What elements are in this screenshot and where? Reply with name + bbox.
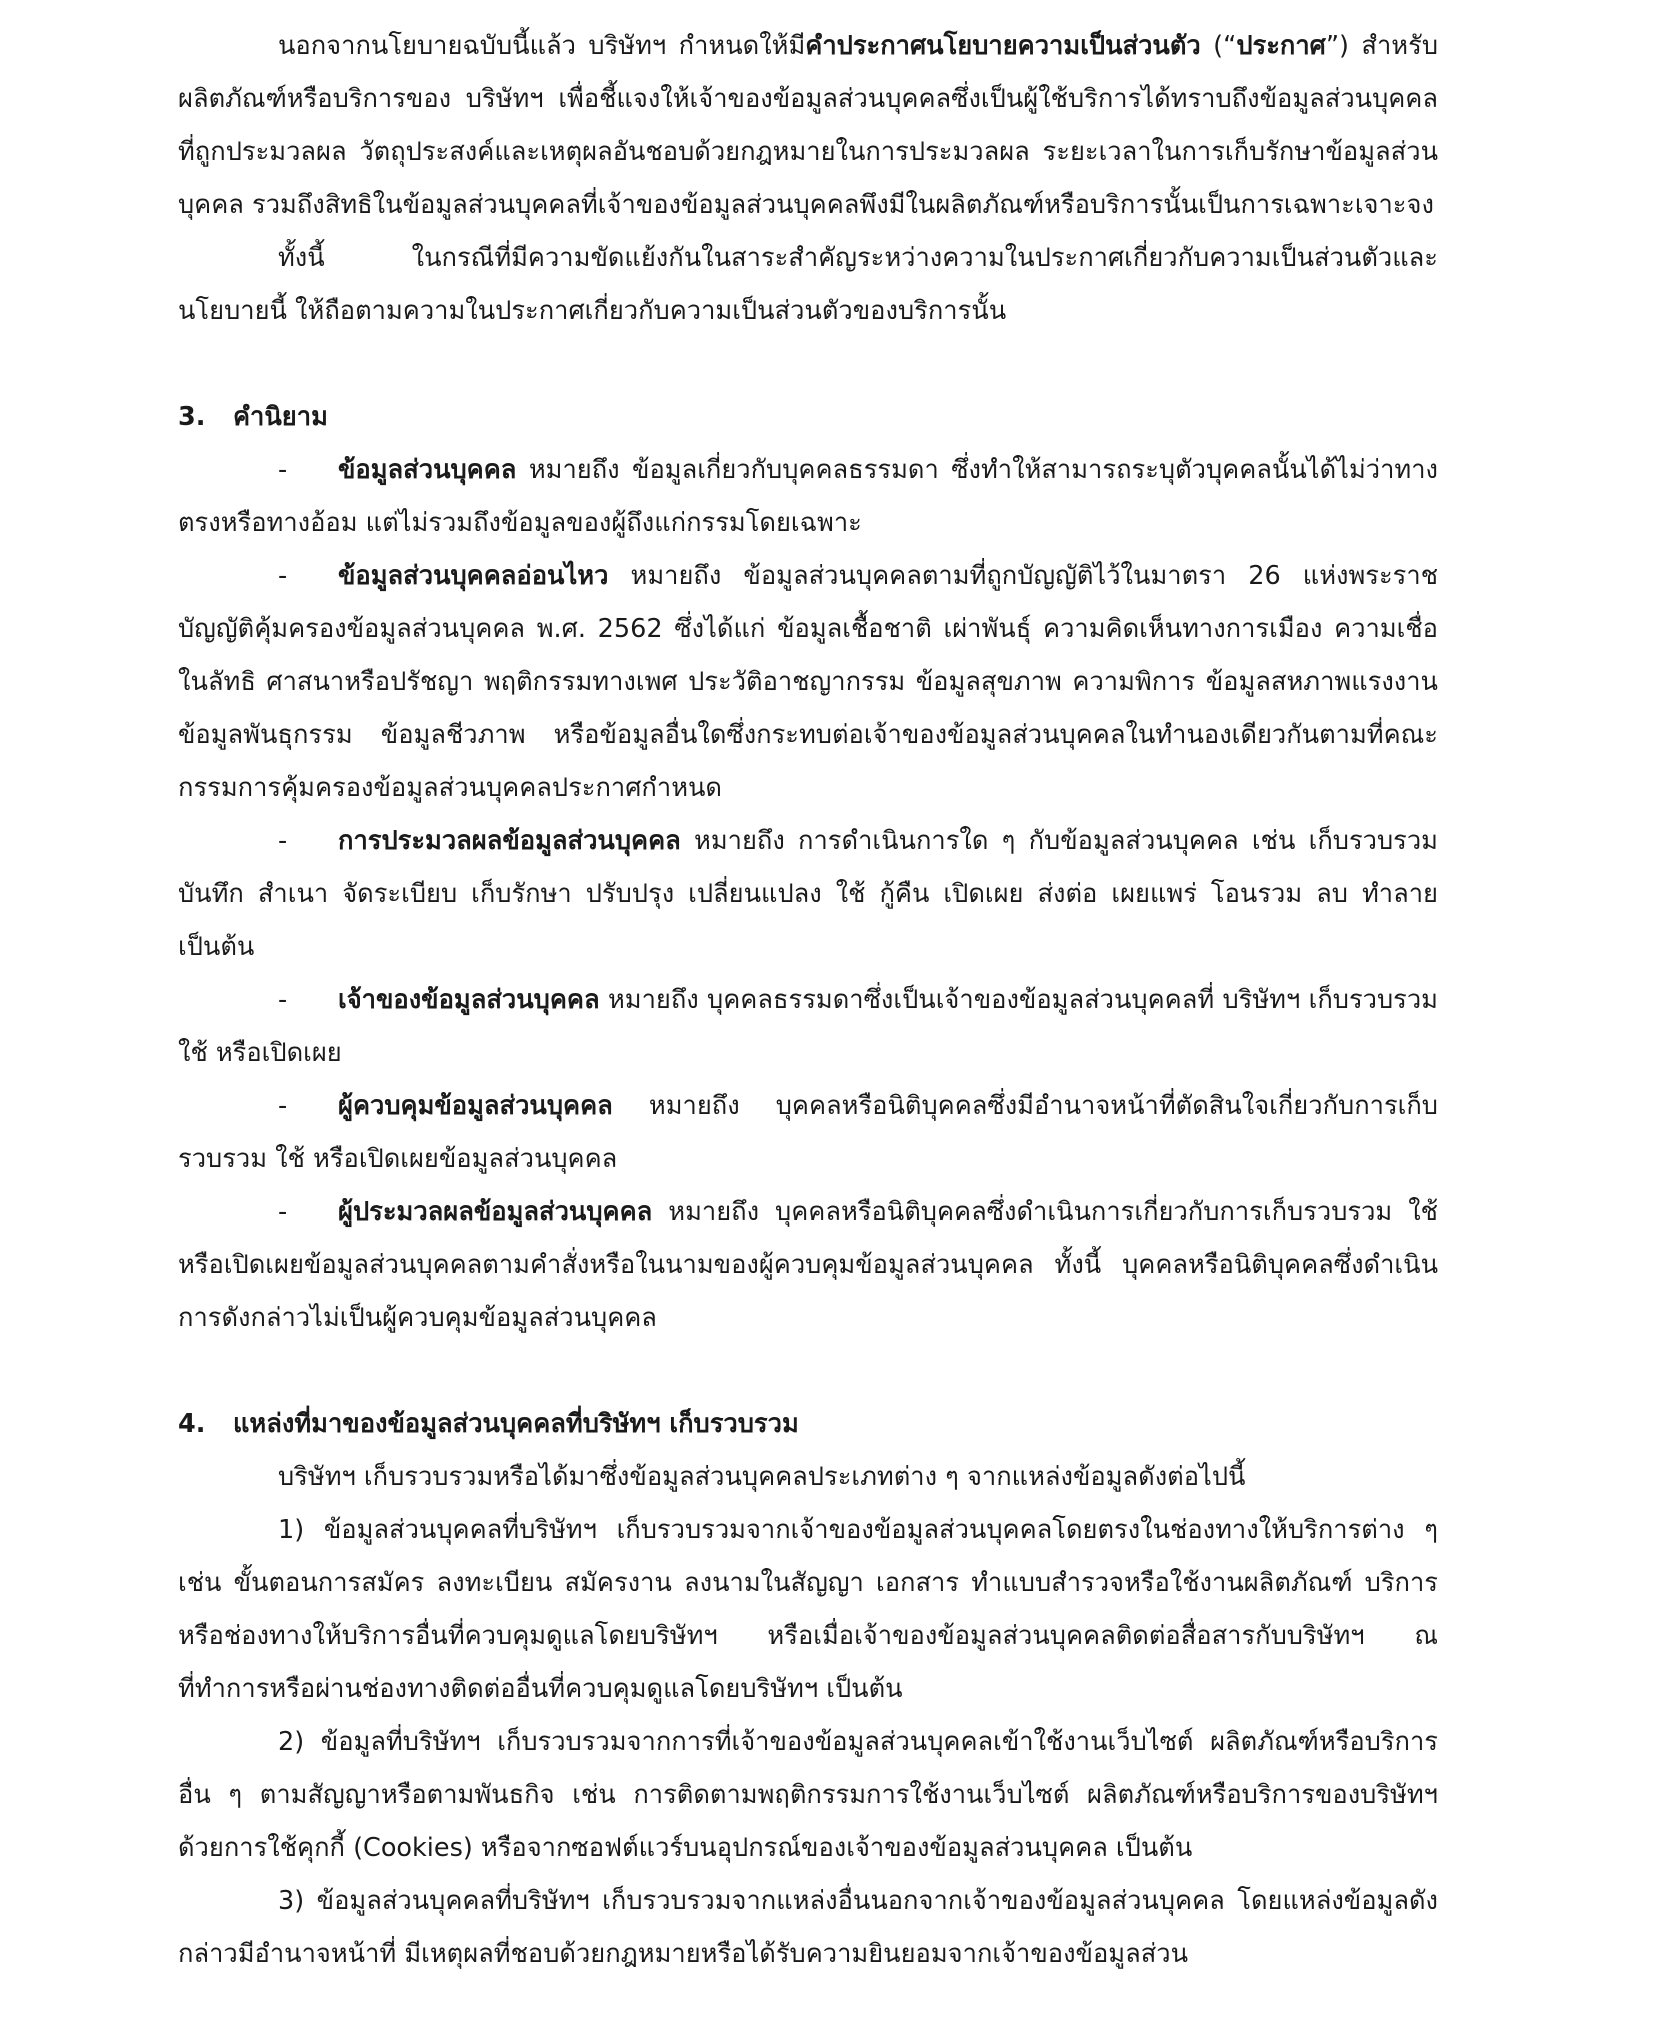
definition-term: เจ้าของข้อมูลส่วนบุคคล (338, 985, 600, 1015)
source-item: 2) ข้อมูลที่บริษัทฯ เก็บรวบรวมจากการที่เจ้าของข้อมูลส่วนบุคคลเข้าใช้งานเว็บไซต์ ผลิตภัณฑ์หรือบริการอื่น ๆ ตามสัญญาหรือตามพันธกิจ เช่น การติดตามพฤติกรรมการใช้งานเว็บไซต์ ผลิตภัณฑ์หรือบริการของบริษัทฯ ด้วยการใช้คุกกี้ (Cookies) หรือจากซอฟต์แวร์บนอุปกรณ์ของเจ้าของข้อมูลส่วนบุคคล เป็นต้น (178, 1727, 1438, 1863)
document-page (178, 20, 1438, 1981)
definition-text: หมายถึง ข้อมูลส่วนบุคคลตามที่ถูกบัญญัติไว้ในมาตรา 26 แห่งพระราชบัญญัติคุ้มครองข้อมูลส่วนบุคคล พ.ศ. 2562 ซึ่งได้แก่ ข้อมูลเชื้อชาติ เผ่าพันธุ์ ความคิดเห็นทางการเมือง ความเชื่อในลัทธิ ศาสนาหรือปรัชญา พฤติกรรมทางเพศ ประวัติอาชญากรรม ข้อมูลสุขภาพ ความพิการ ข้อมูลสหภาพแรงงาน ข้อมูลพันธุกรรม ข้อมูลชีวภาพ หรือข้อมูลอื่นใดซึ่งกระทบต่อเจ้าของข้อมูลส่วนบุคคลในทำนองเดียวกันตามที่คณะกรรมการคุ้มครองข้อมูลส่วนบุคคลประกาศกำหนด (178, 561, 1438, 803)
definition-term: ผู้ควบคุมข้อมูลส่วนบุคคล (338, 1091, 613, 1121)
dash-bullet: - (278, 1197, 288, 1227)
definition-term: การประมวลผลข้อมูลส่วนบุคคล (338, 826, 681, 856)
source-item: 1) ข้อมูลส่วนบุคคลที่บริษัทฯ เก็บรวบรวมจากเจ้าของข้อมูลส่วนบุคคลโดยตรงในช่องทางให้บริการต่าง ๆ เช่น ขั้นตอนการสมัคร ลงทะเบียน สมัครงาน ลงนามในสัญญา เอกสาร ทำแบบสำรวจหรือใช้งานผลิตภัณฑ์ บริการ หรือช่องทางให้บริการอื่นที่ควบคุมดูแลโดยบริษัทฯ หรือเมื่อเจ้าของข้อมูลส่วนบุคคลติดต่อสื่อสารกับบริษัทฯ ณ ที่ทำการหรือผ่านช่องทางติดต่ออื่นที่ควบคุมดูแลโดยบริษัทฯ เป็นต้น (178, 1515, 1438, 1704)
dash-bullet: - (278, 826, 288, 856)
definition-term: ข้อมูลส่วนบุคคล (338, 455, 517, 485)
dash-bullet: - (278, 985, 288, 1015)
spacer (178, 1345, 1438, 1398)
dash-bullet: - (278, 455, 288, 485)
definition-item (178, 1186, 1438, 1345)
section-4-heading (178, 1398, 1438, 1451)
spacer (178, 338, 1438, 391)
definition-text: หมายถึง การดำเนินการใด ๆ กับข้อมูลส่วนบุคคล เช่น เก็บรวบรวม บันทึก สำเนา จัดระเบียบ เก็บรักษา ปรับปรุง เปลี่ยนแปลง ใช้ กู้คืน เปิดเผย ส่งต่อ เผยแพร่ โอนรวม ลบ ทำลาย เป็นต้น (178, 826, 1438, 962)
section-number: 4. (178, 1409, 206, 1439)
intro-text: (“ (1200, 31, 1237, 61)
intro-text: ”) สำหรับผลิตภัณฑ์หรือบริการของ บริษัทฯ เพื่อชี้แจงให้เจ้าของข้อมูลส่วนบุคคลซึ่งเป็นผู้ใช้บริการได้ทราบถึงข้อมูลส่วนบุคคลที่ถูกประมวลผล วัตถุประสงค์และเหตุผลอันชอบด้วยกฎหมายในการประมวลผล ระยะเวลาในการเก็บรักษาข้อมูลส่วนบุคคล รวมถึงสิทธิในข้อมูลส่วนบุคคลที่เจ้าของข้อมูลส่วนบุคคลพึงมีในผลิตภัณฑ์หรือบริการนั้นเป็นการเฉพาะเจาะจง (178, 31, 1439, 220)
definition-term: ข้อมูลส่วนบุคคลอ่อนไหว (338, 561, 609, 591)
dash-bullet: - (278, 1091, 288, 1121)
definition-item (178, 974, 1438, 1080)
dash-bullet: - (278, 561, 288, 591)
definition-item (178, 815, 1438, 974)
definition-text: หมายถึง ข้อมูลเกี่ยวกับบุคคลธรรมดา ซึ่งทำให้สามารถระบุตัวบุคคลนั้นได้ไม่ว่าทางตรงหรือทางอ้อม แต่ไม่รวมถึงข้อมูลของผู้ถึงแก่กรรมโดยเฉพาะ (178, 455, 1438, 538)
definition-item (178, 1080, 1438, 1186)
definition-item (178, 550, 1438, 815)
privacy-notice-term: คำประกาศนโยบายความเป็นส่วนตัว (805, 31, 1201, 61)
definition-item (178, 444, 1438, 550)
intro-paragraph-1 (178, 20, 1438, 232)
definition-text: หมายถึง บุคคลธรรมดาซึ่งเป็นเจ้าของข้อมูลส่วนบุคคลที่ บริษัทฯ เก็บรวบรวม ใช้ หรือเปิดเผย (178, 985, 1438, 1068)
definition-text: หมายถึง บุคคลหรือนิติบุคคลซึ่งมีอำนาจหน้าที่ตัดสินใจเกี่ยวกับการเก็บรวบรวม ใช้ หรือเปิดเผยข้อมูลส่วนบุคคล (178, 1091, 1438, 1174)
intro-paragraph-2: ทั้งนี้ ในกรณีที่มีความขัดแย้งกันในสาระสำคัญระหว่างความในประกาศเกี่ยวกับความเป็นส่วนตัวและนโยบายนี้ ให้ถือตามความในประกาศเกี่ยวกับความเป็นส่วนตัวของบริการนั้น (178, 243, 1438, 326)
section-4-intro: บริษัทฯ เก็บรวบรวมหรือได้มาซึ่งข้อมูลส่วนบุคคลประเภทต่าง ๆ จากแหล่งข้อมูลดังต่อไปนี้ (278, 1462, 1246, 1492)
definition-text: หมายถึง บุคคลหรือนิติบุคคลซึ่งดำเนินการเกี่ยวกับการเก็บรวบรวม ใช้ หรือเปิดเผยข้อมูลส่วนบุคคลตามคำสั่งหรือในนามของผู้ควบคุมข้อมูลส่วนบุคคล ทั้งนี้ บุคคลหรือนิติบุคคลซึ่งดำเนินการดังกล่าวไม่เป็นผู้ควบคุมข้อมูลส่วนบุคคล (178, 1197, 1438, 1333)
section-title: แหล่งที่มาของข้อมูลส่วนบุคคลที่บริษัทฯ เก็บรวบรวม (233, 1409, 799, 1439)
section-number: 3. (178, 402, 206, 432)
section-title: คำนิยาม (233, 402, 328, 432)
section-3-heading (178, 391, 1438, 444)
source-item: 3) ข้อมูลส่วนบุคคลที่บริษัทฯ เก็บรวบรวมจากแหล่งอื่นนอกจากเจ้าของข้อมูลส่วนบุคคล โดยแหล่งข้อมูลดังกล่าวมีอำนาจหน้าที่ มีเหตุผลที่ชอบด้วยกฎหมายหรือได้รับความยินยอมจากเจ้าของข้อมูลส่วน (178, 1886, 1438, 1969)
definition-term: ผู้ประมวลผลข้อมูลส่วนบุคคล (338, 1197, 653, 1227)
intro-text: นอกจากนโยบายฉบับนี้แล้ว บริษัทฯ กำหนดให้มี (278, 31, 806, 61)
notice-short-term: ประกาศ (1236, 31, 1326, 61)
